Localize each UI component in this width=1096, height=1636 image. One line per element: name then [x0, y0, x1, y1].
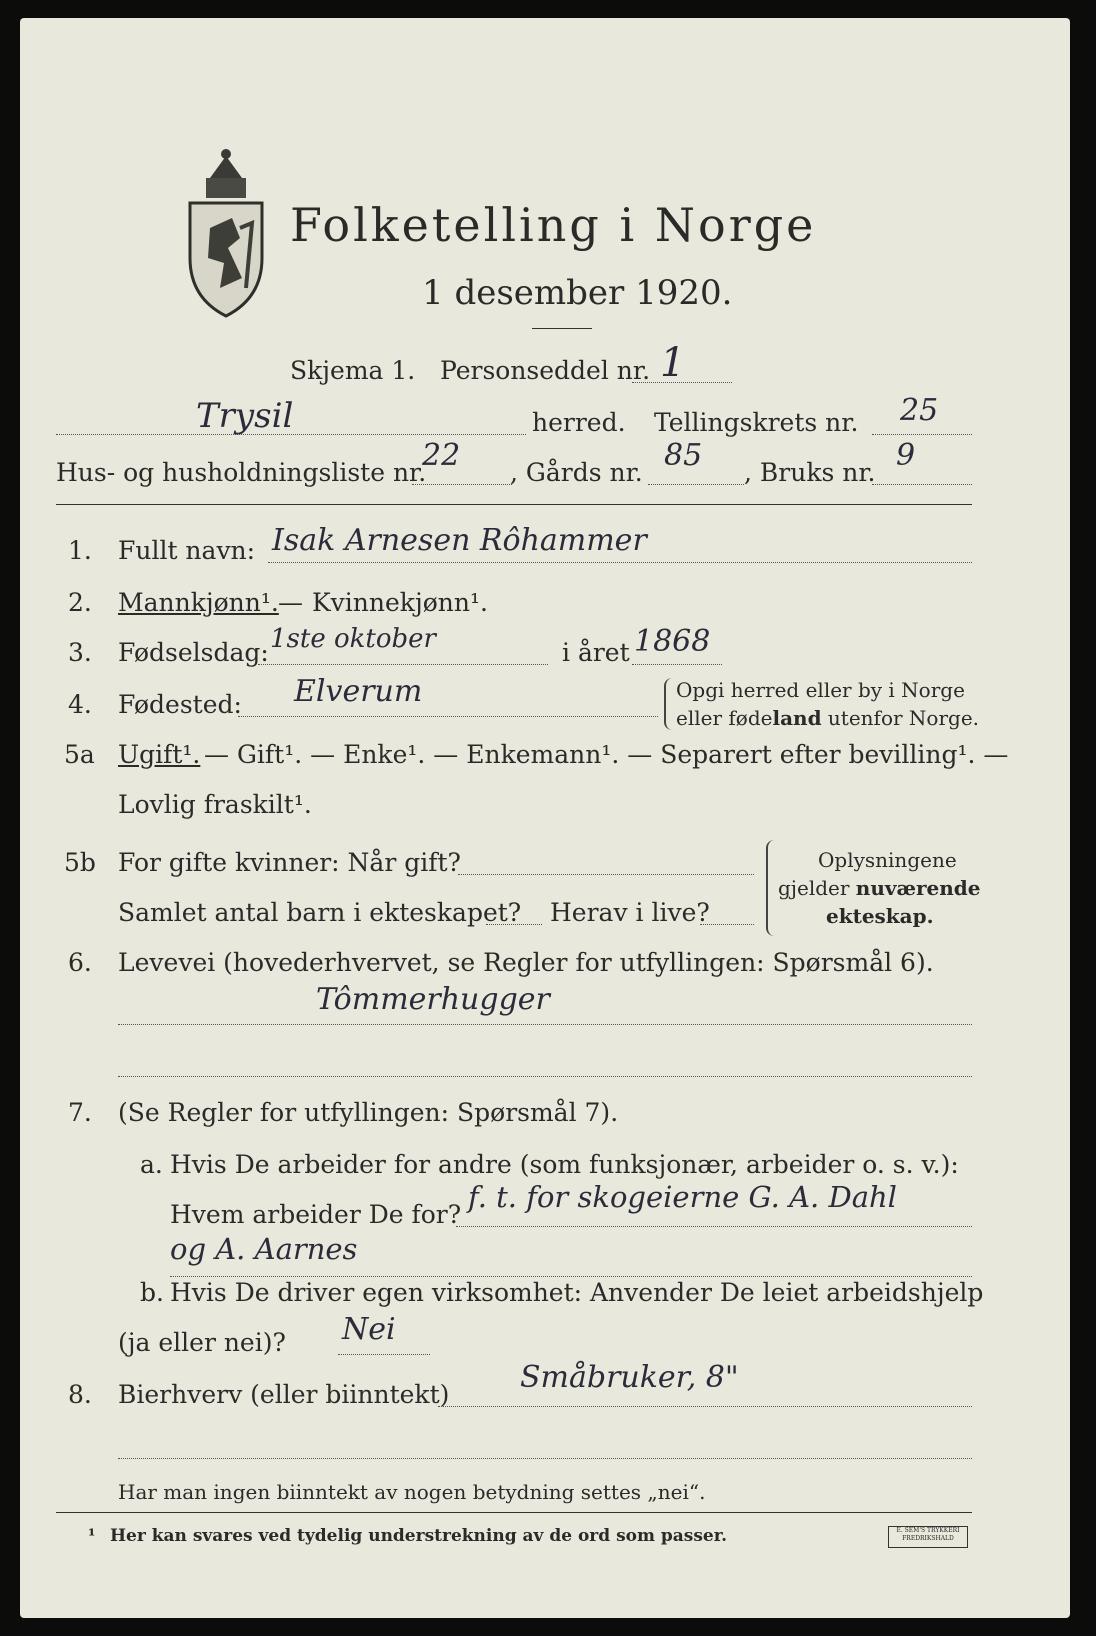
- q3-birthdate-value: 1ste oktober: [270, 624, 436, 654]
- q4-birthplace-value: Elverum: [294, 674, 423, 709]
- printer-stamp: [888, 1526, 968, 1548]
- herred-label: herred.: [532, 408, 626, 437]
- printer-stamp-line1: E. SEM'S TRYKKERI: [896, 1527, 960, 1534]
- q5a-other-options: — Gift¹. — Enke¹. — Enkemann¹. — Separert efter bevilling¹. —: [204, 740, 1009, 769]
- q8-note: Har man ingen biinntekt av nogen betydning settes „nei“.: [118, 1480, 706, 1504]
- form-date: 1 desember 1920.: [422, 273, 733, 313]
- herred-value: Trysil: [196, 396, 294, 436]
- q1-label: Fullt navn:: [118, 536, 256, 565]
- coat-of-arms-icon: [180, 148, 272, 318]
- q4-note-line1: Opgi herred eller by i Norge: [676, 678, 965, 702]
- q7a-line2: Hvem arbeider De for?: [170, 1200, 462, 1229]
- q3-field-line: [258, 664, 548, 665]
- census-form: [20, 18, 1070, 1618]
- skjema-label: Skjema 1.: [290, 356, 416, 385]
- q1-field-line: [268, 562, 972, 563]
- q7b-field-line: [338, 1354, 430, 1355]
- gards-label: , Gårds nr.: [510, 458, 643, 487]
- tellingskrets-label: Tellingskrets nr.: [654, 408, 859, 437]
- q4-label: Fødested:: [118, 690, 242, 719]
- q7a-employer-value-line1: f. t. for skogeierne G. A. Dahl: [468, 1180, 897, 1214]
- footnote-mark: ¹: [88, 1526, 96, 1546]
- q5b-note-line1: Oplysningene: [818, 848, 957, 872]
- bruks-value: 9: [896, 438, 916, 473]
- q8-field-line-1: [438, 1406, 972, 1407]
- q5a-number: 5a: [64, 740, 95, 769]
- q2-male-option: Mannkjønn¹.: [118, 588, 279, 617]
- q6-label: Levevei (hovederhvervet, se Regler for utfyllingen: Spørsmål 6).: [118, 948, 934, 977]
- header-divider: [56, 504, 972, 505]
- q1-full-name-value: Isak Arnesen Rôhammer: [272, 523, 647, 558]
- q3-label: Fødselsdag:: [118, 638, 269, 667]
- q7b-line2: (ja eller nei)?: [118, 1328, 286, 1357]
- footer-divider: [56, 1512, 972, 1513]
- q7-label: (Se Regler for utfyllingen: Spørsmål 7).: [118, 1098, 619, 1127]
- q4-field-line: [238, 716, 658, 717]
- bruks-field-line: [872, 484, 972, 485]
- q7b-line1: Hvis De driver egen virksomhet: Anvender De leiet arbeidshjelp: [170, 1278, 984, 1307]
- q5a-line2: Lovlig fraskilt¹.: [118, 790, 312, 819]
- husholdningsliste-field-line: [412, 484, 512, 485]
- q7a-employer-value-line2: og A. Aarnes: [170, 1232, 358, 1266]
- q3-year-label: i året: [562, 638, 630, 667]
- q8-field-line-2: [118, 1458, 972, 1459]
- tellingskrets-field-line: [872, 434, 972, 435]
- q6-occupation-value: Tômmerhugger: [316, 982, 550, 1017]
- q3-year-value: 1868: [634, 624, 711, 659]
- tellingskrets-value: 25: [900, 393, 939, 428]
- q7a-line1: Hvis De arbeider for andre (som funksjonær, arbeider o. s. v.):: [170, 1150, 959, 1179]
- q4-number: 4.: [68, 690, 92, 719]
- form-title: Folketelling i Norge: [290, 198, 817, 252]
- personseddel-label: Personseddel nr.: [440, 356, 651, 385]
- q4-note-line2: eller fødeland utenfor Norge.: [676, 706, 980, 730]
- q7a-field-line-2: [170, 1276, 972, 1277]
- q7b-letter: b.: [140, 1278, 164, 1307]
- q2-separator: —: [278, 588, 303, 617]
- q7-number: 7.: [68, 1098, 92, 1127]
- q5b-barn-label: Samlet antal barn i ekteskapet?: [118, 898, 522, 927]
- q6-field-line-2: [118, 1076, 972, 1077]
- q4-brace: [664, 678, 672, 730]
- q5b-field-line: [458, 874, 754, 875]
- q5b-note-line2: gjelder nuværende: [778, 876, 981, 900]
- gards-value: 85: [664, 438, 703, 473]
- q3-year-field-line: [632, 664, 722, 665]
- q7a-field-line-1: [456, 1226, 972, 1227]
- husholdningsliste-label: Hus- og husholdningsliste nr.: [56, 458, 427, 487]
- q2-female-option: Kvinnekjønn¹.: [312, 588, 488, 617]
- husholdningsliste-value: 22: [422, 438, 461, 473]
- q5b-note-line3: ekteskap.: [826, 904, 934, 928]
- q3-number: 3.: [68, 638, 92, 667]
- printer-stamp-line2: FREDRIKSHALD: [902, 1535, 954, 1542]
- q5b-label: For gifte kvinner: Når gift?: [118, 848, 461, 877]
- q1-number: 1.: [68, 536, 92, 565]
- q6-number: 6.: [68, 948, 92, 977]
- q5a-ugift-option: Ugift¹.: [118, 740, 201, 769]
- q8-side-income-value: Småbruker, 8": [520, 1360, 739, 1395]
- q7a-letter: a.: [140, 1150, 163, 1179]
- q2-number: 2.: [68, 588, 92, 617]
- gards-field-line: [648, 484, 744, 485]
- bruks-label: , Bruks nr.: [744, 458, 876, 487]
- footnote-text: Her kan svares ved tydelig understrekning av de ord som passer.: [110, 1526, 728, 1546]
- q5b-live-field-line: [700, 924, 754, 925]
- q8-label: Bierhverv (eller biinntekt): [118, 1380, 450, 1409]
- q6-field-line-1: [118, 1024, 972, 1025]
- q8-number: 8.: [68, 1380, 92, 1409]
- q5b-number: 5b: [64, 848, 96, 877]
- personseddel-value: 1: [660, 340, 686, 386]
- q5b-live-label: Herav i live?: [550, 898, 710, 927]
- q5b-barn-field-line: [486, 924, 542, 925]
- q5b-brace: [766, 840, 774, 936]
- q7b-answer-value: Nei: [342, 1312, 396, 1347]
- title-divider: [532, 328, 592, 329]
